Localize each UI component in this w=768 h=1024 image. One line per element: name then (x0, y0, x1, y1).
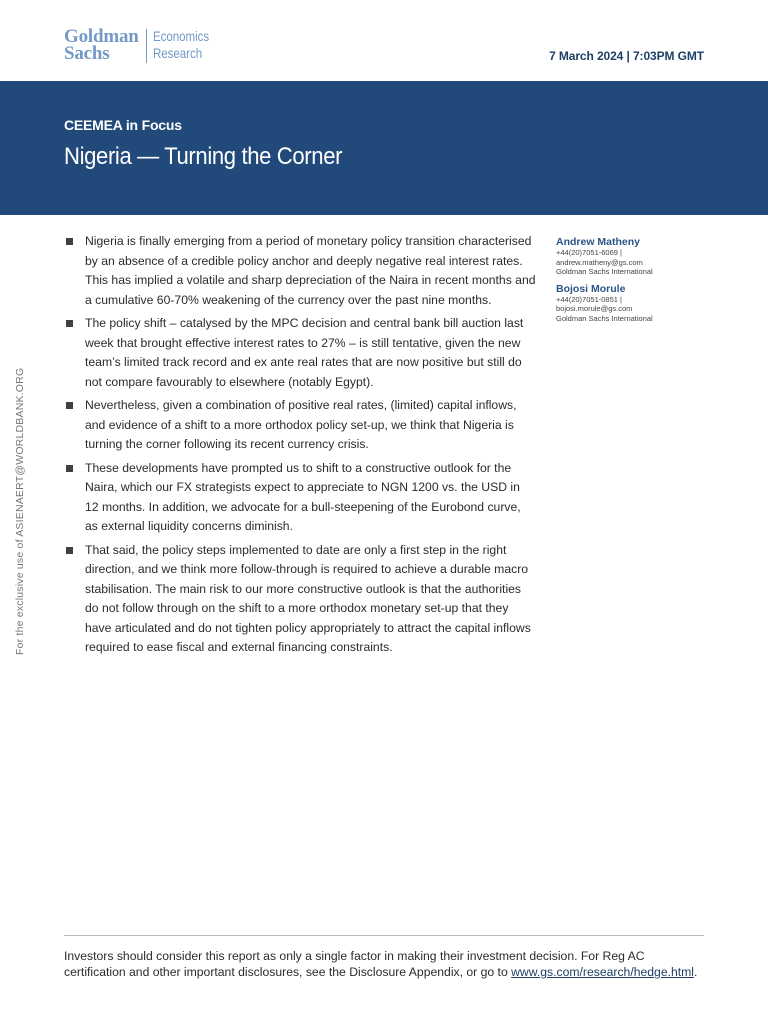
logo-divider (146, 29, 147, 63)
disclosure-end: . (694, 965, 698, 979)
list-item (64, 232, 536, 310)
logo-wordmark (64, 28, 139, 62)
logo-line2: Sachs (64, 43, 110, 64)
square-bullet-icon (66, 465, 73, 472)
author-name: Andrew Matheny (556, 236, 641, 248)
key-points-list (64, 232, 536, 662)
square-bullet-icon (66, 238, 73, 245)
author-phone: +44(20)7051-0851 | (556, 294, 622, 304)
bullet-text: These developments have prompted us to shift to a constructive outlook for the Naira, which our FX strategists expect to appreciate to NGN 1200 vs. the USD in 12 months. In addition, we advocate for a bull-steepening of the Eurobond curve, as external liquidity concerns diminish. (85, 460, 521, 533)
author-card (556, 236, 706, 277)
goldman-sachs-logo (64, 28, 221, 63)
disclosure-link[interactable]: www.gs.com/research/hedge.html (511, 965, 695, 979)
author-email[interactable]: andrew.matheny@gs.com (556, 257, 643, 267)
logo-unit-line2: Research (152, 45, 202, 61)
bullet-text: Nigeria is finally emerging from a period of monetary policy transition characterised by an absence of a credible policy anchor and deeply negative real interest rates. This has implied a volatile and sharp depreciation of the Naira in recent months and a cumulative 60-70% weakening of the currency over the past nine months. (85, 234, 536, 307)
list-item (64, 314, 536, 392)
usage-stamp: For the exclusive use of ASIENAERT@WORLDBANK.ORG (14, 367, 26, 655)
author-card (556, 283, 706, 324)
series-label: CEEMEA in Focus (64, 117, 182, 133)
publish-date: 7 March 2024 | 7:03PM GMT (549, 49, 704, 63)
logo-unit-line1: Economics (152, 28, 209, 44)
author-panel (556, 236, 706, 329)
logo-line1: Goldman (64, 26, 139, 47)
square-bullet-icon (66, 320, 73, 327)
bullet-text: Nevertheless, given a combination of positive real rates, (limited) capital inflows, and evidence of a shift to a more orthodox policy set-up, we think that Nigeria is turning the corner following its recent currency crisis. (85, 398, 517, 451)
logo-unit (153, 28, 209, 62)
author-email[interactable]: bojosi.morule@gs.com (556, 304, 633, 313)
list-item (64, 396, 536, 455)
bullet-text: The policy shift – catalysed by the MPC decision and central bank bill auction last week that brought effective interest rates to 27% – is still tentative, given the new team’s limited track record and ex ante real rates that are now positive but still do not compare favourably to elsewhere (notably Egypt). (85, 316, 524, 389)
author-org: Goldman Sachs International (556, 267, 653, 276)
author-org: Goldman Sachs International (556, 313, 653, 323)
disclosure-note (64, 948, 704, 980)
disclosure-text: Investors should consider this report as only a single factor in making their investment decision. For Reg AC certification and other important disclosures, see the Disclosure Appendix, or go to (64, 949, 645, 979)
list-item (64, 459, 536, 537)
list-item (64, 541, 536, 658)
square-bullet-icon (66, 547, 73, 554)
footer-divider (64, 935, 704, 936)
author-phone: +44(20)7051-6069 | (556, 248, 622, 257)
page-title: Nigeria — Turning the Corner (64, 143, 343, 170)
bullet-text: That said, the policy steps implemented to date are only a first step in the right direction, and we think more follow-through is required to achieve a durable macro stabilisation. The main risk to our more constructive outlook is that the authorities do not follow through on the shift to a more orthodox monetary set-up that they have articulated and do not tighten policy appropriately to attract the capital inflows required to ease fiscal and external financing constraints. (85, 542, 531, 654)
square-bullet-icon (66, 402, 73, 409)
author-name: Bojosi Morule (556, 282, 626, 295)
